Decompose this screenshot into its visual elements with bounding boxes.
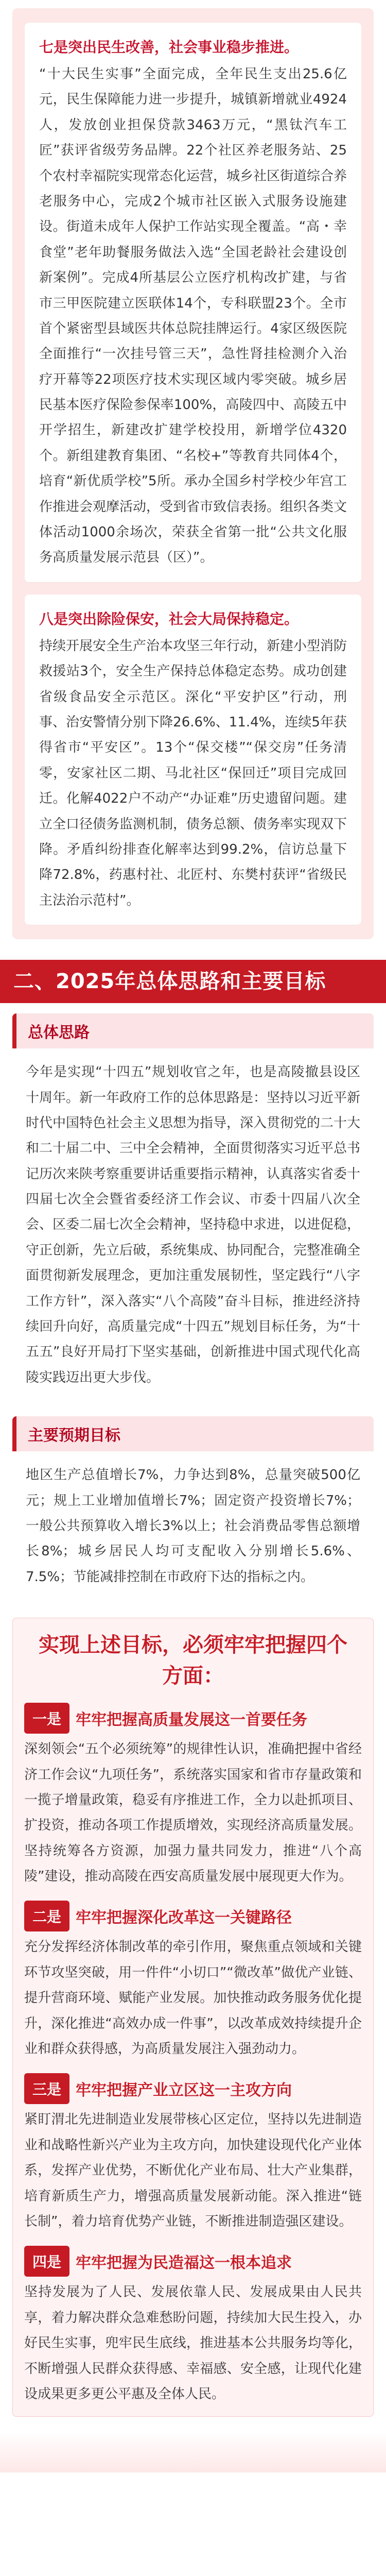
main-targets-paragraph: 地区生产总值增长7%，力争达到8%，总量突破500亿元；规上工业增加值增长7%；固定资产投资增长7%；一般公共预算收入增长3%以上；社会消费品零售总额增长8%；城乡居民人均可支配收入分别增长5.6%、7.5%；节能减排控制在市政府下达的指标之内。	[26, 1467, 360, 1585]
req-4-text: 坚持发展为了人民、发展依靠人民、发展成果由人民共享，着力解决群众急难愁盼问题，持续加大民生投入，办好民生实事，兜牢民生底线，推进基本公共服务均等化，不断增强人民群众获得感、幸福感、安全感，让现代化建设成果更多更公平惠及全体人民。	[24, 2284, 362, 2402]
general-ideas-paragraph: 今年是实现“十四五”规划收官之年，也是高陵撤县设区十周年。新一年政府工作的总体思路是：坚持以习近平新时代中国特色社会主义思想为指导，深入贯彻党的二十大和二十届二中、三中全会精神，全面贯彻落实习近平总书记历次来陕考察重要讲话重要指示精神，认真落实省委十四届七次全会暨省委经济工作会议、市委十四届八次全会、区委二届七次全会精神，坚持稳中求进，以进促稳，守正创新，先立后破，系统集成、协同配合，完整准确全面贯彻新发展理念，更加注重发展韧性，坚定践行“八字工作方针”，深入落实“八个高陵”奋斗目标，推进经济持续回升向好，高质量完成“十四五”规划目标任务，为“十五五”良好开局打下坚实基础，创新推进中国式现代化高陵实践迈出更大步伐。	[26, 1064, 361, 1385]
main-targets-label: 主要预期目标	[12, 1416, 374, 1451]
req-4-head	[24, 2246, 362, 2277]
panel-livelihood	[25, 23, 361, 582]
req-1-text: 深刻领会“五个必须统筹”的规律性认识，准确把握中省经济工作会议“九项任务”，系统落实国家和省市存量政策和一揽子增量政策，稳妥有序推进工作，全力以赴抓项目、扩投资，推动各项工作提质增效，实现经济高质量发展。坚持统筹各方资源，加强力量共同发力，推进“八个高陵”建设，推动高陵在西安高质量发展中展现更大作为。	[24, 1741, 362, 1885]
req-4-badge: 四是	[24, 2246, 69, 2277]
req-3-text: 紧盯渭北先进制造业发展带核心区定位，坚持以先进制造业和战略性新兴产业为主攻方向，加快建设现代化产业体系，发挥产业优势，不断优化产业布局、壮大产业集群，培育新质生产力，增强高质量发展新动能。深入推进“链长制”，着力培育优势产业链，不断推进制造强区建设。	[24, 2112, 362, 2229]
req-3-head	[24, 2073, 362, 2104]
panel-security	[25, 595, 361, 925]
req-2-text: 充分发挥经济体制改革的牵引作用，聚焦重点领域和关键环节攻坚突破，用一件件“小切口”“微改革”做优产业链、提升营商环境、赋能产业发展。加快推动政务服务优化提升，深化推进“高效办成一件事”，以改革成效持续提升企业和群众获得感，为高质量发展注入强劲动力。	[24, 1939, 362, 2057]
req-4-title: 牢牢把握为民造福这一根本追求	[76, 2254, 292, 2273]
req-2-title: 牢牢把握深化改革这一关键路径	[76, 1909, 292, 1927]
req-3-badge: 三是	[24, 2073, 69, 2104]
paragraph-security: 持续开展安全生产治本攻坚三年行动，新建小型消防救援站3个，安全生产保持总体稳定态势。成功创建省级食品安全示范区。深化“平安护区”行动，刑事、治安警情分别下降26.6%、11.4%，连续5年获得省市“平安区”。13个“保交楼”“保交房”任务清零，安家社区二期、马北社区“保回迁”项目完成回迁。化解4022户不动产“办证难”历史遗留问题。建立全口径债务监测机制，债务总额、债务率实现双下降。矛盾纠纷排查化解率达到99.2%，信访总量下降72.8%，药惠村社、北匠村、东樊村获评“省级民主法治示范村”。	[39, 638, 347, 908]
req-2-badge: 二是	[24, 1901, 69, 1931]
req-1-title: 牢牢把握高质量发展这一首要任务	[76, 1711, 308, 1730]
req-3-title: 牢牢把握产业立区这一主攻方向	[76, 2081, 292, 2100]
req-2-head	[24, 1901, 362, 1931]
general-ideas-block	[12, 1013, 374, 1406]
main-targets-block	[12, 1416, 374, 1605]
top-panels-wrap	[12, 8, 374, 939]
req-1-badge: 一是	[24, 1703, 69, 1734]
req-1-head	[24, 1703, 362, 1734]
bottom-decoration	[0, 2431, 386, 2472]
top-region	[0, 0, 386, 960]
requirements-box	[12, 1618, 374, 2417]
section-title-bar: 二、2025年总体思路和主要目标	[0, 960, 386, 1003]
general-ideas-label: 总体思路	[12, 1013, 374, 1048]
requirements-title: 实现上述目标，必须牢牢把握四个方面：	[39, 1633, 347, 1688]
heading-livelihood: 七是突出民生改善，社会事业稳步推进。	[39, 39, 299, 56]
heading-security: 八是突出除险保安，社会大局保持稳定。	[39, 610, 299, 628]
paragraph-livelihood: “十大民生实事”全面完成，全年民生支出25.6亿元，民生保障能力进一步提升，城镇新增就业4924人，发放创业担保贷款3463万元，“黑钛汽车工匠”获评省级劳务品牌。22个社区养老服务站、25个农村幸福院实现常态化运营，城乡社区街道综合养老服务中心，完成2个城市社区嵌入式服务设施建设。街道未成年人保护工作站实现全覆盖。“高・幸食堂”老年助餐服务做法入选“全国老龄社会建设创新案例”。完成4所基层公立医疗机构改扩建，与省市三甲医院建立医联体14个，专科联盟23个。全市首个紧密型县域医共体总院挂牌运行。4家区级医院全面推行“一次挂号管三天”，急性肾挂检测介入治疗开幕等22项医疗技术实现区域内零突破。城乡居民基本医疗保险参保率100%，高陵四中、高陵五中开学招生，新建改扩建学校投用，新增学位4320个。新组建教育集团、“名校+”等教育共同体4个，培育“新优质学校”5所。承办全国乡村学校少年宫工作推进会观摩活动，受到省市致信表扬。组织各类文体活动1000余场次，荣获全省第一批“公共文化服务高质量发展示范县（区）”。	[39, 66, 347, 566]
